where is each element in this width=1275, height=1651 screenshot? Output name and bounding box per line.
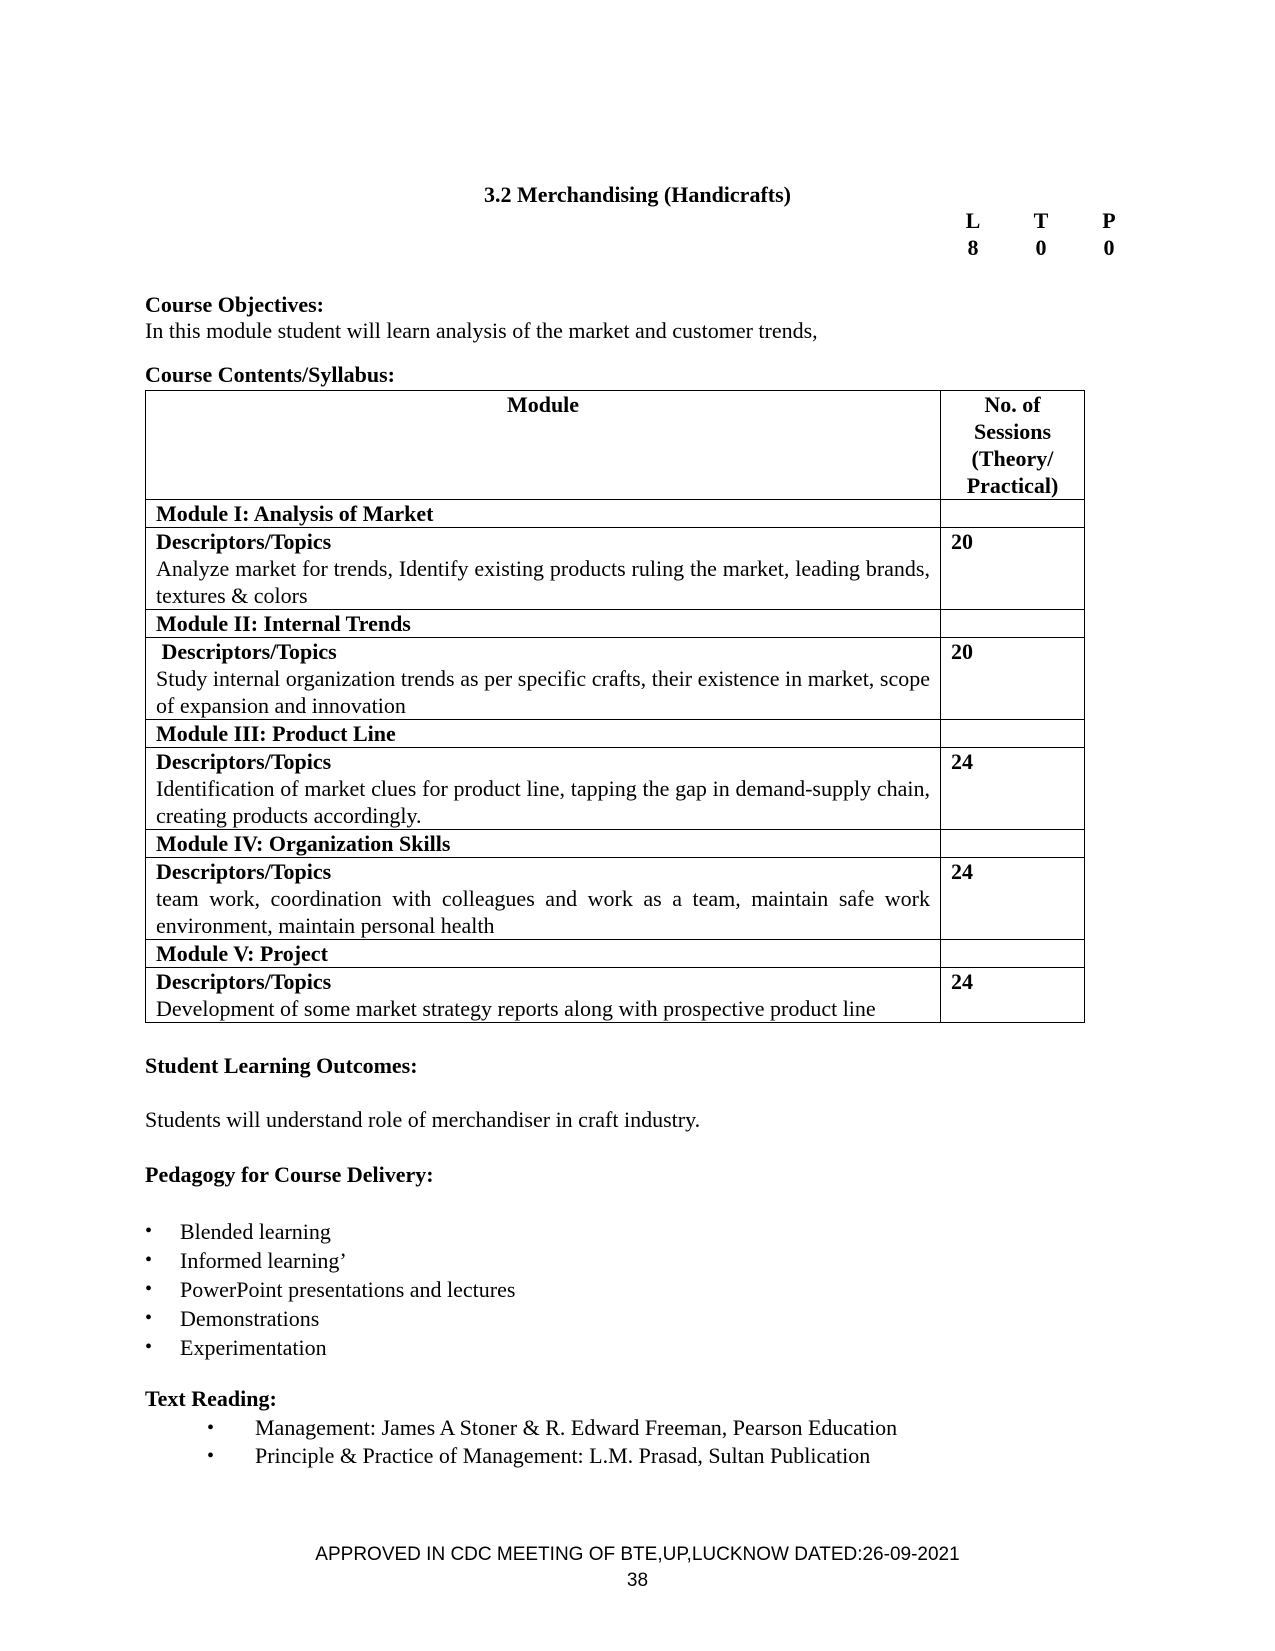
text-reading-heading: Text Reading:: [145, 1386, 277, 1411]
sessions-header-line: Sessions: [973, 419, 1052, 444]
module-descriptor-row: [146, 858, 1085, 940]
module-sessions: 24: [941, 748, 1085, 830]
descriptor-text: Analyze market for trends, Identify existing products ruling the market, leading brands, textures & colors: [156, 556, 930, 608]
module-title: Module III: Product Line: [146, 720, 941, 748]
module-descriptor-row: [146, 748, 1085, 830]
course-objectives-heading: Course Objectives:: [145, 292, 325, 317]
bullet-icon: •: [145, 1220, 153, 1242]
module-title-row: [146, 610, 1085, 638]
module-title-sessions-cell: [941, 610, 1085, 638]
learning-outcomes-heading: Student Learning Outcomes:: [145, 1053, 418, 1078]
module-sessions: 20: [941, 528, 1085, 610]
descriptor-label: Descriptors/Topics: [156, 969, 332, 994]
footer-approval-note: APPROVED IN CDC MEETING OF BTE,UP,LUCKNOW DATED:26-09-2021: [315, 1544, 960, 1565]
ltp-header-t: T: [1033, 208, 1049, 233]
descriptor-label: Descriptors/Topics: [156, 749, 332, 774]
course-objectives-text: In this module student will learn analysis of the market and customer trends,: [145, 318, 818, 343]
ltp-header-l: L: [965, 208, 981, 233]
descriptor-text: Identification of market clues for product line, tapping the gap in demand-supply chain, creating products accordingly.: [156, 776, 930, 828]
module-title-row: [146, 830, 1085, 858]
bullet-icon: •: [207, 1445, 215, 1467]
bullet-icon: •: [207, 1417, 215, 1439]
bullet-icon: •: [145, 1336, 153, 1358]
module-sessions: 20: [941, 638, 1085, 720]
module-descriptor-cell: [146, 638, 941, 720]
sessions-header-line: (Theory/: [971, 446, 1054, 471]
pedagogy-item: PowerPoint presentations and lectures: [180, 1277, 516, 1302]
module-sessions: 24: [941, 858, 1085, 940]
course-contents-heading: Course Contents/Syllabus:: [145, 362, 395, 387]
module-descriptor-row: [146, 528, 1085, 610]
reading-item: Management: James A Stoner & R. Edward Freeman, Pearson Education: [255, 1415, 898, 1440]
course-title: 3.2 Merchandising (Handicrafts): [484, 182, 791, 207]
module-column-header: Module: [146, 391, 941, 500]
module-title: Module I: Analysis of Market: [146, 500, 941, 528]
module-title: Module IV: Organization Skills: [146, 830, 941, 858]
module-title-sessions-cell: [941, 940, 1085, 968]
page-number: 38: [626, 1570, 649, 1591]
module-title-row: [146, 940, 1085, 968]
module-title-row: [146, 500, 1085, 528]
syllabus-table: [145, 390, 1085, 1023]
bullet-icon: •: [145, 1278, 153, 1300]
ltp-header-p: P: [1102, 208, 1116, 233]
pedagogy-item: Demonstrations: [180, 1306, 320, 1331]
table-header-row: [146, 391, 1085, 500]
descriptor-text: Study internal organization trends as per specific crafts, their existence in market, scope of expansion and innovation: [156, 666, 930, 718]
descriptor-text: team work, coordination with colleagues and work as a team, maintain safe work environment, maintain personal health: [156, 886, 930, 938]
sessions-column-header: [941, 391, 1085, 500]
module-title-sessions-cell: [941, 500, 1085, 528]
pedagogy-item: Blended learning: [180, 1219, 331, 1244]
descriptor-label: Descriptors/Topics: [156, 529, 332, 554]
bullet-icon: •: [145, 1307, 153, 1329]
descriptor-text: Development of some market strategy reports along with prospective product line: [156, 996, 876, 1021]
module-sessions: 24: [941, 968, 1085, 1023]
module-title-sessions-cell: [941, 720, 1085, 748]
module-title: Module V: Project: [146, 940, 941, 968]
module-descriptor-cell: [146, 858, 941, 940]
descriptor-label: Descriptors/Topics: [156, 859, 332, 884]
pedagogy-heading: Pedagogy for Course Delivery:: [145, 1162, 434, 1187]
ltp-value-l: 8: [967, 235, 979, 260]
ltp-value-t: 0: [1035, 235, 1047, 260]
pedagogy-item: Experimentation: [180, 1335, 327, 1360]
module-descriptor-row: [146, 638, 1085, 720]
module-descriptor-cell: [146, 968, 941, 1023]
sessions-header-line: Practical): [966, 473, 1059, 498]
module-title: Module II: Internal Trends: [146, 610, 941, 638]
pedagogy-item: Informed learning’: [180, 1248, 347, 1273]
descriptor-label: Descriptors/Topics: [156, 639, 337, 664]
module-title-row: [146, 720, 1085, 748]
module-title-sessions-cell: [941, 830, 1085, 858]
module-descriptor-row: [146, 968, 1085, 1023]
module-descriptor-cell: [146, 528, 941, 610]
bullet-icon: •: [145, 1249, 153, 1271]
learning-outcomes-text: Students will understand role of merchandiser in craft industry.: [145, 1107, 701, 1132]
module-descriptor-cell: [146, 748, 941, 830]
reading-item: Principle & Practice of Management: L.M. Prasad, Sultan Publication: [255, 1443, 871, 1468]
ltp-value-p: 0: [1103, 235, 1115, 260]
sessions-header-line: No. of: [984, 392, 1041, 417]
